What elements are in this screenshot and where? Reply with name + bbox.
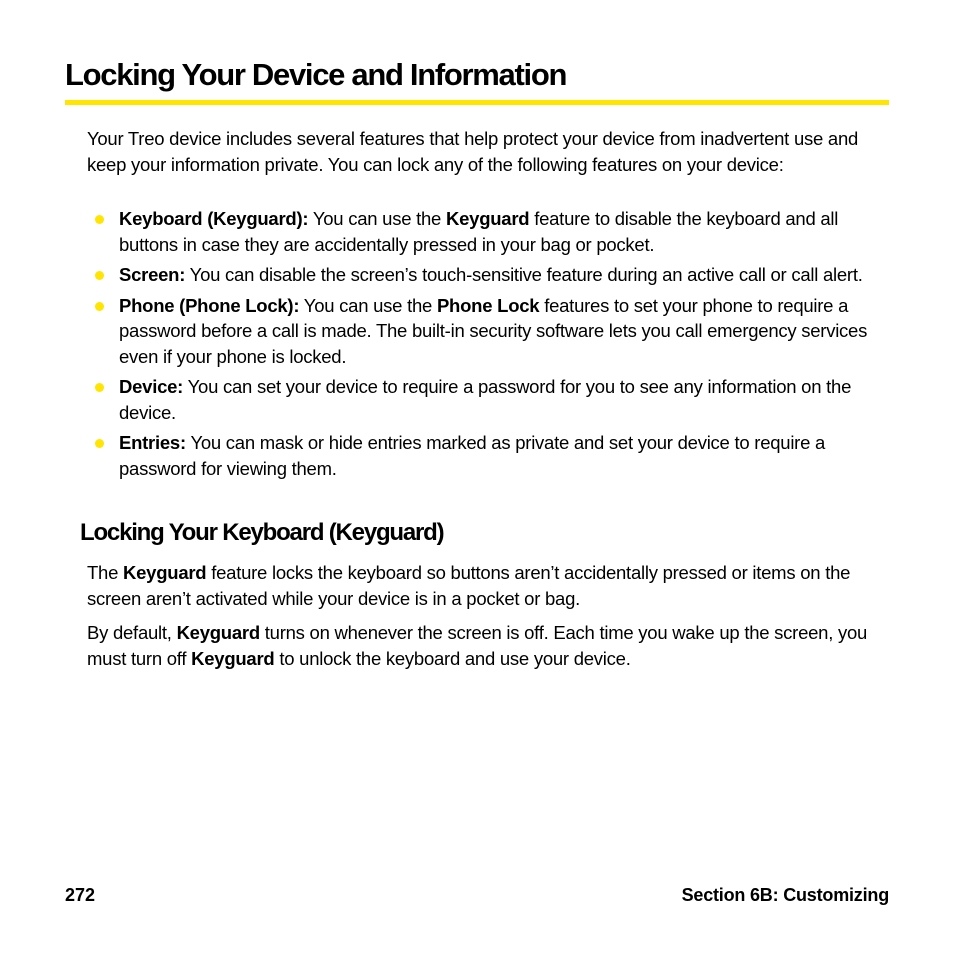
list-item-screen [87, 262, 889, 288]
bullet-icon [95, 439, 104, 448]
keyguard-paragraph-1 [87, 560, 889, 611]
page-title: Locking Your Device and Information [65, 57, 567, 92]
paragraph-text: feature locks the keyboard so buttons aren’t accidentally pressed or items on the screen aren’t activated while your device is in a pocket or bag. [87, 562, 851, 609]
emphasis-keyguard: Keyguard [176, 622, 260, 643]
item-text: feature to disable the keyboard and all buttons in case they are accidentally pressed in your bag or pocket. [119, 208, 839, 255]
section-heading: Locking Your Keyboard (Keyguard) [80, 519, 444, 546]
keyguard-paragraph-2 [87, 620, 889, 671]
section-label: Section 6B: Customizing [681, 885, 889, 905]
paragraph-text: By default, [87, 622, 177, 643]
emphasis-keyguard: Keyguard [191, 647, 275, 669]
emphasis-keyguard: Keyguard [446, 208, 530, 229]
paragraph-text: turns on whenever the screen is off. Each time you wake up the screen, you must turn off [87, 622, 868, 669]
term-device: Device: [119, 376, 184, 397]
item-text: features to set your phone to require a password before a call is made. The built-in security software lets you call emergency services even if your phone is locked. [119, 294, 868, 367]
title-rule [65, 100, 889, 105]
bullet-icon [95, 271, 104, 280]
feature-list [87, 206, 889, 486]
item-text: You can disable the screen’s touch-sensitive feature during an active call or call alert. [185, 264, 863, 285]
term-keyboard: Keyboard (Keyguard): [119, 208, 309, 229]
term-phone: Phone (Phone Lock): [119, 294, 300, 316]
intro-paragraph: Your Treo device includes several features that help protect your device from inadvertent use and keep your information private. You can lock any of the following features on your device: [87, 128, 859, 175]
paragraph-text: to unlock the keyboard and use your device. [274, 647, 631, 669]
bullet-icon [95, 215, 104, 224]
item-text: You can use the [308, 208, 446, 229]
list-item-phone [87, 293, 889, 370]
term-entries: Entries: [119, 432, 186, 453]
bullet-icon [95, 383, 104, 392]
bullet-icon [95, 302, 104, 311]
term-screen: Screen: [119, 264, 186, 285]
list-item-device [87, 374, 889, 425]
paragraph-text: The [87, 562, 124, 583]
item-text: You can mask or hide entries marked as private and set your device to require a password for viewing them. [119, 432, 826, 479]
list-item-entries [87, 430, 889, 481]
emphasis-keyguard: Keyguard [123, 562, 207, 583]
item-text: You can use the [299, 294, 437, 316]
emphasis-phone-lock: Phone Lock [436, 294, 540, 316]
page-number: 272 [65, 885, 96, 905]
item-text: You can set your device to require a password for you to see any information on the device. [119, 376, 852, 423]
list-item-keyboard [87, 206, 889, 257]
